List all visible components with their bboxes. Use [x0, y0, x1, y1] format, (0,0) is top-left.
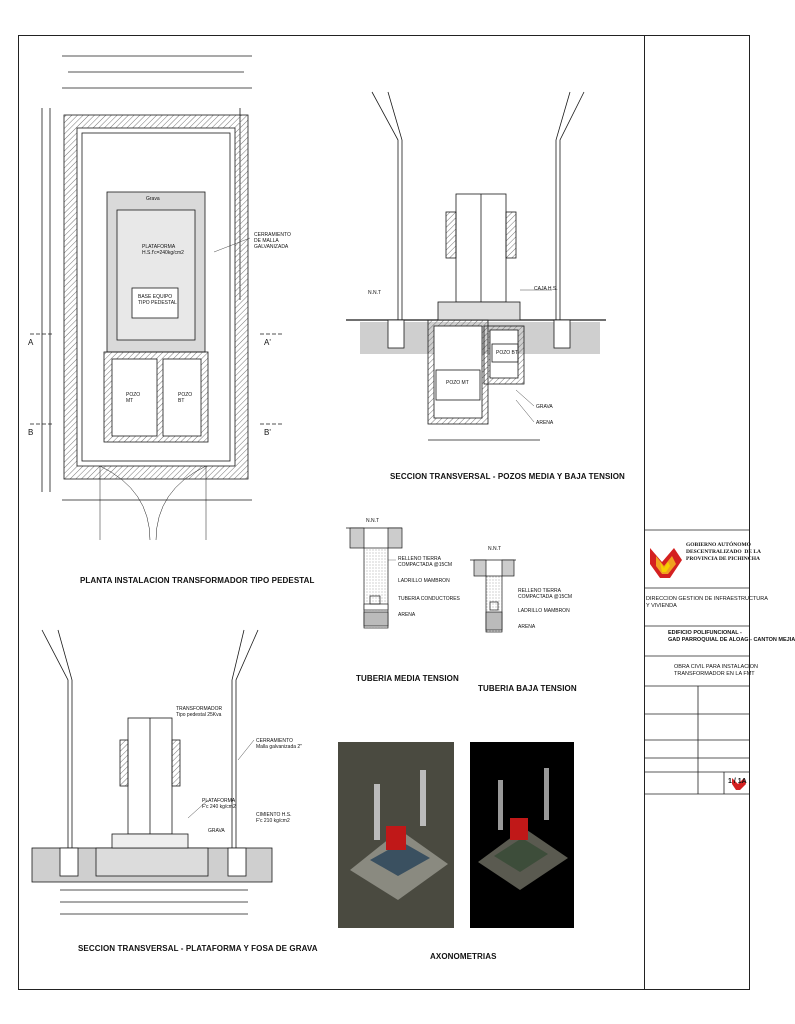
plan-title: PLANTA INSTALACION TRANSFORMADOR TIPO PEDESTAL — [80, 576, 315, 585]
plan-plataforma-label: PLATAFORMA H.S.f'c=240kg/cm2 — [142, 244, 184, 256]
section-plataforma-title: SECCION TRANSVERSAL - PLATAFORMA Y FOSA DE GRAVA — [78, 944, 318, 953]
plat-plataforma-label: PLATAFORMA F'c 240 kg/cm2 — [202, 798, 236, 810]
plan-base-equipo-label: BASE EQUIPO TIPO PEDESTAL — [138, 294, 177, 306]
axonometria-right — [470, 742, 574, 928]
plan-cerramiento-label: CERRAMIENTO DE MALLA GALVANIZADA — [254, 232, 291, 250]
tuberia-bt-title: TUBERIA BAJA TENSION — [478, 684, 577, 693]
proyecto-label: EDIFICIO POLIFUNCIONAL - GAD PARROQUIAL DE ALOAG - CANTON MEJIA — [668, 630, 795, 643]
cut-a-label: A — [28, 338, 34, 347]
pozos-grava-label: GRAVA — [536, 404, 553, 410]
cut-a2-label: A' — [264, 338, 272, 347]
pozos-mt-label: POZO MT — [446, 380, 469, 386]
section-pozos-view — [346, 92, 606, 440]
axonometria-left — [338, 742, 454, 928]
tuberia-bt-view — [470, 560, 516, 632]
tuberia-mt-view — [346, 528, 402, 628]
org-name: GOBIERNO AUTÓNOMO DESCENTRALIZADO DE LA PROVINCIA DE PICHINCHA — [686, 542, 762, 562]
section-pozos-title: SECCION TRANSVERSAL - POZOS MEDIA Y BAJA TENSION — [390, 472, 625, 481]
pozos-nvt-label: N.N.T — [368, 290, 382, 296]
tub-mt-arena: ARENA — [398, 612, 416, 618]
cut-b2-label: B' — [264, 428, 272, 437]
plan-pozo-mt-label: POZO MT — [126, 392, 141, 404]
plat-transformador-label: TRANSFORMADOR Tipo pedestal 25Kva — [176, 706, 223, 718]
tub-mt-conductores: TUBERIA CONDUCTORES — [398, 596, 460, 602]
tub-bt-ladrillo: LADRILLO MAMBRON — [518, 608, 570, 614]
plat-cimiento-label: CIMIENTO H.S. F'c 210 kg/cm2 — [256, 812, 292, 824]
tub-mt-ladrillo: LADRILLO MAMBRON — [398, 578, 450, 584]
tub-mt-relleno: RELLENO TIERRA COMPACTADA @15CM — [398, 556, 453, 568]
tub-bt-arena: ARENA — [518, 624, 536, 630]
pozos-bt-label: POZO BT — [496, 350, 518, 356]
tub-mt-nvt: N.N.T — [366, 518, 380, 524]
pozos-arena-label: ARENA — [536, 420, 554, 426]
plan-pozo-bt-label: POZO BT — [178, 392, 193, 404]
tub-bt-nvt: N.N.T — [488, 546, 502, 552]
section-plataforma-view — [32, 630, 272, 914]
axonometrias-title: AXONOMETRIAS — [430, 952, 497, 961]
tuberia-mt-title: TUBERIA MEDIA TENSION — [356, 674, 459, 683]
lamina-number: 1 / 1A — [728, 778, 747, 785]
plan-grava-label: Grava — [146, 196, 160, 202]
pozos-caja-label: CAJA H.S. — [534, 286, 558, 292]
tub-bt-relleno: RELLENO TIERRA COMPACTADA @15CM — [518, 588, 573, 600]
plat-cerramiento-label: CERRAMIENTO Malla galvanizada 2" — [256, 738, 302, 750]
plat-grava-label: GRAVA — [208, 828, 225, 834]
direccion-label: DIRECCION GESTION DE INFRAESTRUCTURA Y VIVIENDA — [646, 596, 768, 609]
contenido-label: OBRA CIVIL PARA INSTALACION TRANSFORMADOR EN LA FMT — [674, 664, 758, 677]
cut-b-label: B — [28, 428, 34, 437]
